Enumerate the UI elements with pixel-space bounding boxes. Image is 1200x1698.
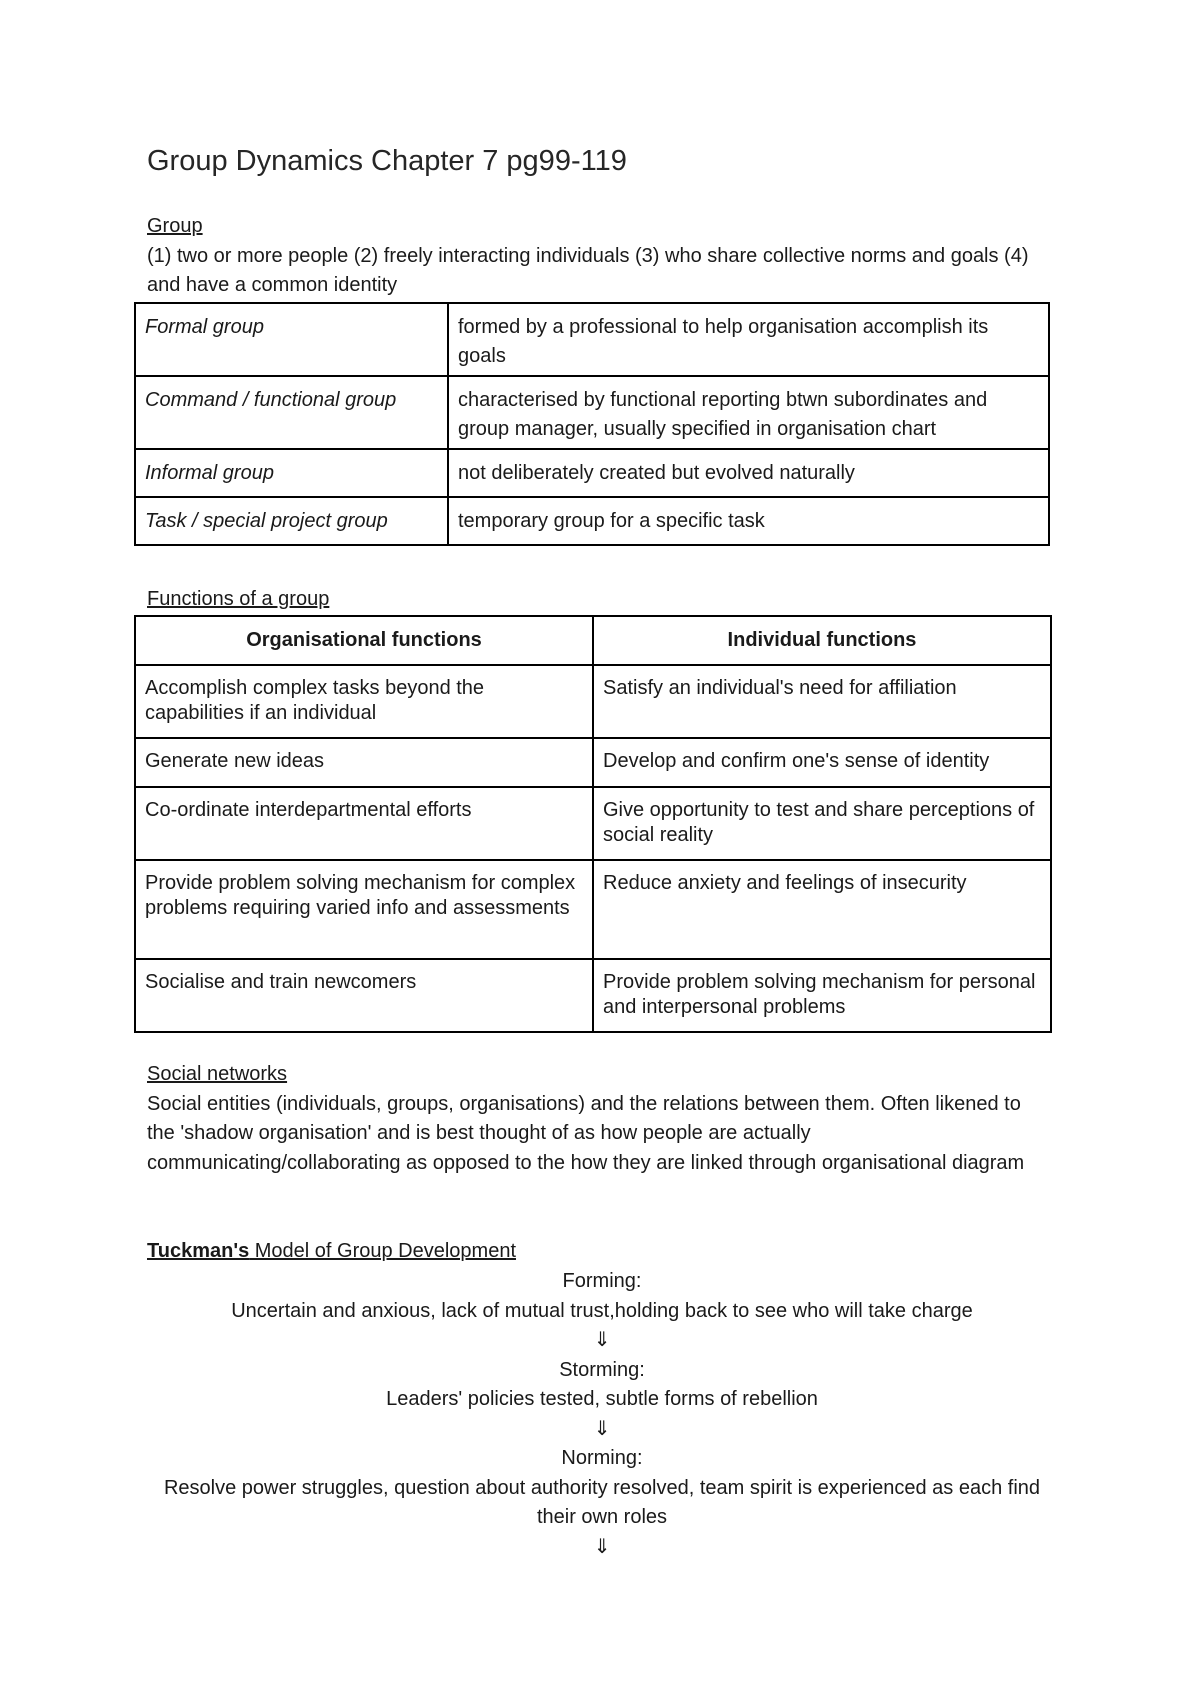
group-type-term: Task / special project group [135, 497, 448, 545]
page-title: Group Dynamics Chapter 7 pg99-119 [147, 145, 627, 177]
social-networks-heading: Social networks [147, 1063, 288, 1085]
table-row [135, 860, 1051, 959]
stage-desc: Uncertain and anxious, lack of mutual trust,holding back to see who will take charge [231, 1299, 973, 1322]
table-row [135, 497, 1049, 545]
group-type-desc: temporary group for a specific task [448, 497, 1049, 545]
ind-function-cell: Reduce anxiety and feelings of insecurity [593, 860, 1051, 959]
functions-heading: Functions of a group [147, 588, 330, 610]
functions-table [134, 615, 1052, 1033]
tuckman-flow [147, 1267, 1057, 1562]
social-networks-section [147, 1060, 1047, 1178]
group-definition: (1) two or more people (2) freely interacting individuals (3) who share collective norms and goals (4) and have a common identity [147, 244, 1029, 296]
group-type-desc: not deliberately created but evolved naturally [448, 449, 1049, 497]
org-function-cell: Accomplish complex tasks beyond the capabilities if an individual [135, 665, 593, 738]
tuckman-heading-rest: Model of Group Development [249, 1240, 517, 1262]
social-networks-text: Social entities (individuals, groups, organisations) and the relations between them. Often likened to the 'shadow organisation' and is best thought of as how people are actually communicating/collaborating as opposed to the how they are linked through organisational diagram [147, 1092, 1025, 1174]
table-row [135, 787, 1051, 860]
down-arrow-icon: ⇓ [593, 1417, 611, 1440]
table-header-row [135, 616, 1051, 665]
table-row [135, 738, 1051, 787]
group-heading: Group [147, 215, 203, 237]
stage-name: Forming: [562, 1270, 642, 1292]
table-row [135, 959, 1051, 1032]
ind-function-cell: Develop and confirm one's sense of identity [593, 738, 1051, 787]
tuckman-heading-bold: Tuckman's [147, 1240, 250, 1262]
column-header-individual: Individual functions [593, 616, 1051, 665]
table-row [135, 303, 1049, 376]
stage-name: Storming: [559, 1358, 645, 1381]
group-type-desc: characterised by functional reporting btwn subordinates and group manager, usually specified in organisation chart [448, 376, 1049, 449]
group-section [147, 212, 1047, 301]
table-row [135, 376, 1049, 449]
stage-name: Norming: [561, 1447, 643, 1469]
org-function-cell: Co-ordinate interdepartmental efforts [135, 787, 593, 860]
group-types-table [134, 302, 1050, 546]
ind-function-cell: Satisfy an individual's need for affiliation [593, 665, 1051, 738]
table-row [135, 665, 1051, 738]
stage-desc: Resolve power struggles, question about authority resolved, team spirit is experienced as each find their own roles [163, 1476, 1041, 1528]
ind-function-cell: Provide problem solving mechanism for personal and interpersonal problems [593, 959, 1051, 1032]
stage-desc: Leaders' policies tested, subtle forms of rebellion [386, 1388, 818, 1410]
down-arrow-icon: ⇓ [593, 1535, 611, 1558]
group-type-term: Command / functional group [135, 376, 448, 449]
ind-function-cell: Give opportunity to test and share perceptions of social reality [593, 787, 1051, 860]
tuckman-heading [147, 1237, 1047, 1267]
group-type-term: Formal group [135, 303, 448, 376]
org-function-cell: Socialise and train newcomers [135, 959, 593, 1032]
column-header-organisational: Organisational functions [135, 616, 593, 665]
group-type-term: Informal group [135, 449, 448, 497]
down-arrow-icon: ⇓ [593, 1329, 611, 1351]
org-function-cell: Provide problem solving mechanism for complex problems requiring varied info and assessments [135, 860, 593, 959]
table-row [135, 449, 1049, 497]
group-type-desc: formed by a professional to help organisation accomplish its goals [448, 303, 1049, 376]
org-function-cell: Generate new ideas [135, 738, 593, 787]
